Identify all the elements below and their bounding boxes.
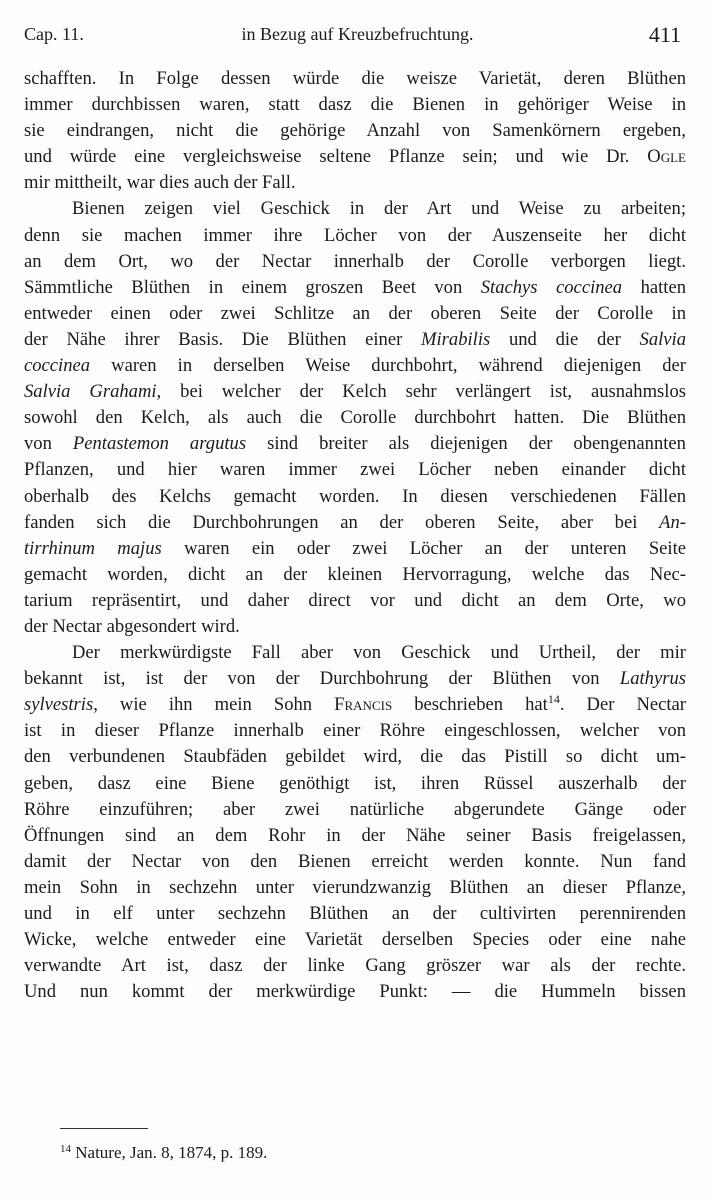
- text-line: [24, 510, 686, 536]
- paragraph: [24, 640, 686, 1005]
- text-run: gemacht worden, dicht an der kleinen Hervorragung, welche das Nec-: [24, 563, 686, 585]
- text-line: [24, 927, 686, 953]
- text-line: [24, 66, 686, 92]
- text-run: Stachys coccinea: [480, 276, 623, 298]
- text-line: [24, 536, 686, 562]
- text-run: tarium repräsentirt, und daher direct vor und dicht an dem Orte, wo: [24, 589, 686, 611]
- text-run: der Nectar abgesondert wird.: [24, 615, 240, 637]
- text-run: wie ihn mein Sohn: [97, 694, 335, 716]
- text-run: Mirabilis: [421, 328, 491, 350]
- page-number: 411: [648, 22, 681, 47]
- text-line: [24, 144, 686, 170]
- text-run: immer durchbissen waren, statt dasz die Bienen in gehöriger Weise in: [24, 94, 686, 116]
- text-run: sowohl den Kelch, als auch die Corolle durchbohrt hatten. Die Blüthen: [24, 407, 686, 429]
- text-run: Ogle: [647, 146, 686, 168]
- text-run: bekannt ist, ist der von der Durchbohrung der Blüthen von: [24, 668, 620, 690]
- text-line: [24, 118, 686, 144]
- text-run: Der merkwürdigste Fall aber von Geschick und Urtheil, der mir: [72, 642, 686, 664]
- text-line: [24, 979, 686, 1005]
- text-run: waren in derselben Weise durchbohrt, während diejenigen der: [90, 355, 686, 377]
- paragraph: [24, 196, 686, 640]
- text-run: damit der Nectar von den Bienen erreicht werden konnte. Nun fand: [24, 850, 686, 872]
- text-line: [24, 301, 686, 327]
- text-run: von: [24, 433, 73, 455]
- text-line: [24, 92, 686, 118]
- text-run: . Der Nectar: [559, 694, 686, 716]
- text-run: Und nun kommt der merkwürdige Punkt: — die Hummeln bissen: [24, 981, 686, 1003]
- text-run: mein Sohn in sechzehn unter vierundzwanzig Blüthen an dieser Pflanze,: [24, 876, 686, 898]
- text-run: und würde eine vergleichsweise seltene Pflanze sein; und wie Dr.: [24, 146, 648, 168]
- text-run: den verbundenen Staubfäden gebildet wird, die das Pistill so dicht um-: [24, 746, 686, 768]
- text-line: [24, 901, 686, 927]
- text-run: Pflanzen, und hier waren immer zwei Löcher neben einander dicht: [24, 459, 686, 481]
- text-run: ist in dieser Pflanze innerhalb einer Röhre eingeschlossen, welcher von: [24, 720, 686, 742]
- text-run: Röhre einzuführen; aber zwei natürliche abgerundete Gänge oder: [24, 798, 686, 820]
- text-line: [24, 405, 686, 431]
- text-run: Lathyrus: [619, 668, 686, 690]
- text-line: [24, 744, 686, 770]
- text-run: Francis: [334, 694, 393, 716]
- text-run: an dem Ort, wo der Nectar innerhalb der Corolle verborgen liegt.: [24, 250, 686, 272]
- text-line: [24, 170, 686, 196]
- text-run: An-: [659, 511, 686, 533]
- text-line: [24, 875, 686, 901]
- text-run: und die der: [490, 328, 640, 350]
- text-run: oberhalb des Kelchs gemacht worden. In diesen verschiedenen Fällen: [24, 485, 686, 507]
- text-run: der Nähe ihrer Basis. Die Blüthen einer: [24, 328, 422, 350]
- text-run: entweder einen oder zwei Schlitze an der oberen Seite der Corolle in: [24, 302, 686, 324]
- text-run: verwandte Art ist, dasz der linke Gang gröszer war als der rechte.: [24, 955, 686, 977]
- text-run: Salvia: [639, 328, 686, 350]
- text-run: und in elf unter sechzehn Blüthen an der cultivirten perennirenden: [24, 903, 686, 924]
- text-run: sind breiter als diejenigen der obengenannten: [246, 433, 686, 455]
- text-line: [24, 823, 686, 849]
- text-line: [24, 275, 686, 301]
- text-run: waren ein oder zwei Löcher an der unteren Seite: [161, 537, 687, 559]
- body-text: [24, 66, 686, 1005]
- text-run: fanden sich die Durchbohrungen an der oberen Seite, aber bei: [24, 511, 660, 533]
- text-run: Sämmtliche Blüthen in einem groszen Beet von: [24, 276, 481, 298]
- text-line: [24, 196, 686, 222]
- text-run: beschrieben hat: [392, 694, 548, 716]
- text-run: schafften. In Folge dessen würde die weisze Varietät, deren Blüthen: [24, 68, 686, 89]
- text-line: [24, 327, 686, 353]
- text-line: [24, 249, 686, 275]
- text-line: [24, 223, 686, 249]
- text-run: Salvia Grahami,: [24, 381, 162, 403]
- footnote-reference: 14: [547, 692, 560, 707]
- text-run: Pentastemon argutus: [72, 433, 247, 455]
- footnote-marker: 14: [60, 1143, 71, 1155]
- text-run: geben, dasz eine Biene genöthigt ist, ihren Rüssel auszerhalb der: [24, 772, 686, 794]
- text-line: [24, 666, 686, 692]
- text-line: [24, 953, 686, 979]
- text-run: bei welcher der Kelch sehr verlängert ist, ausnahmslos: [161, 381, 686, 403]
- text-line: [24, 353, 686, 379]
- text-line: [24, 457, 686, 483]
- text-line: [24, 718, 686, 744]
- footnote-rule: [60, 1128, 148, 1129]
- text-line: [24, 484, 686, 510]
- footnote: [60, 1143, 267, 1163]
- paragraph: [24, 66, 686, 196]
- text-run: sylvestris,: [24, 694, 98, 716]
- text-run: coccinea: [24, 355, 91, 377]
- text-run: hatten: [622, 276, 687, 298]
- text-line: [24, 588, 686, 614]
- text-line: [24, 431, 686, 457]
- text-line: [24, 640, 686, 666]
- text-run: Bienen zeigen viel Geschick in der Art und Weise zu arbeiten;: [72, 198, 686, 220]
- text-line: [24, 614, 686, 640]
- running-header: [24, 24, 681, 54]
- text-run: Öffnungen sind an dem Rohr in der Nähe seiner Basis freigelassen,: [24, 824, 686, 846]
- text-run: sie eindrangen, nicht die gehörige Anzahl von Samenkörnern ergeben,: [24, 120, 686, 142]
- text-line: [24, 849, 686, 875]
- text-run: Wicke, welche entweder eine Varietät derselben Species oder eine nahe: [24, 929, 686, 951]
- text-run: denn sie machen immer ihre Löcher von der Auszenseite her dicht: [24, 224, 686, 246]
- text-line: [24, 379, 686, 405]
- text-line: [24, 562, 686, 588]
- text-line: [24, 771, 686, 797]
- text-run: tirrhinum majus: [24, 537, 162, 559]
- text-run: mir mittheilt, war dies auch der Fall.: [24, 172, 296, 194]
- text-line: [24, 797, 686, 823]
- footnote-text: Nature, Jan. 8, 1874, p. 189.: [71, 1143, 268, 1162]
- running-title: in Bezug auf Kreuzbefruchtung.: [241, 24, 474, 44]
- chapter-label: Cap. 11.: [24, 24, 84, 44]
- text-line: [24, 692, 686, 718]
